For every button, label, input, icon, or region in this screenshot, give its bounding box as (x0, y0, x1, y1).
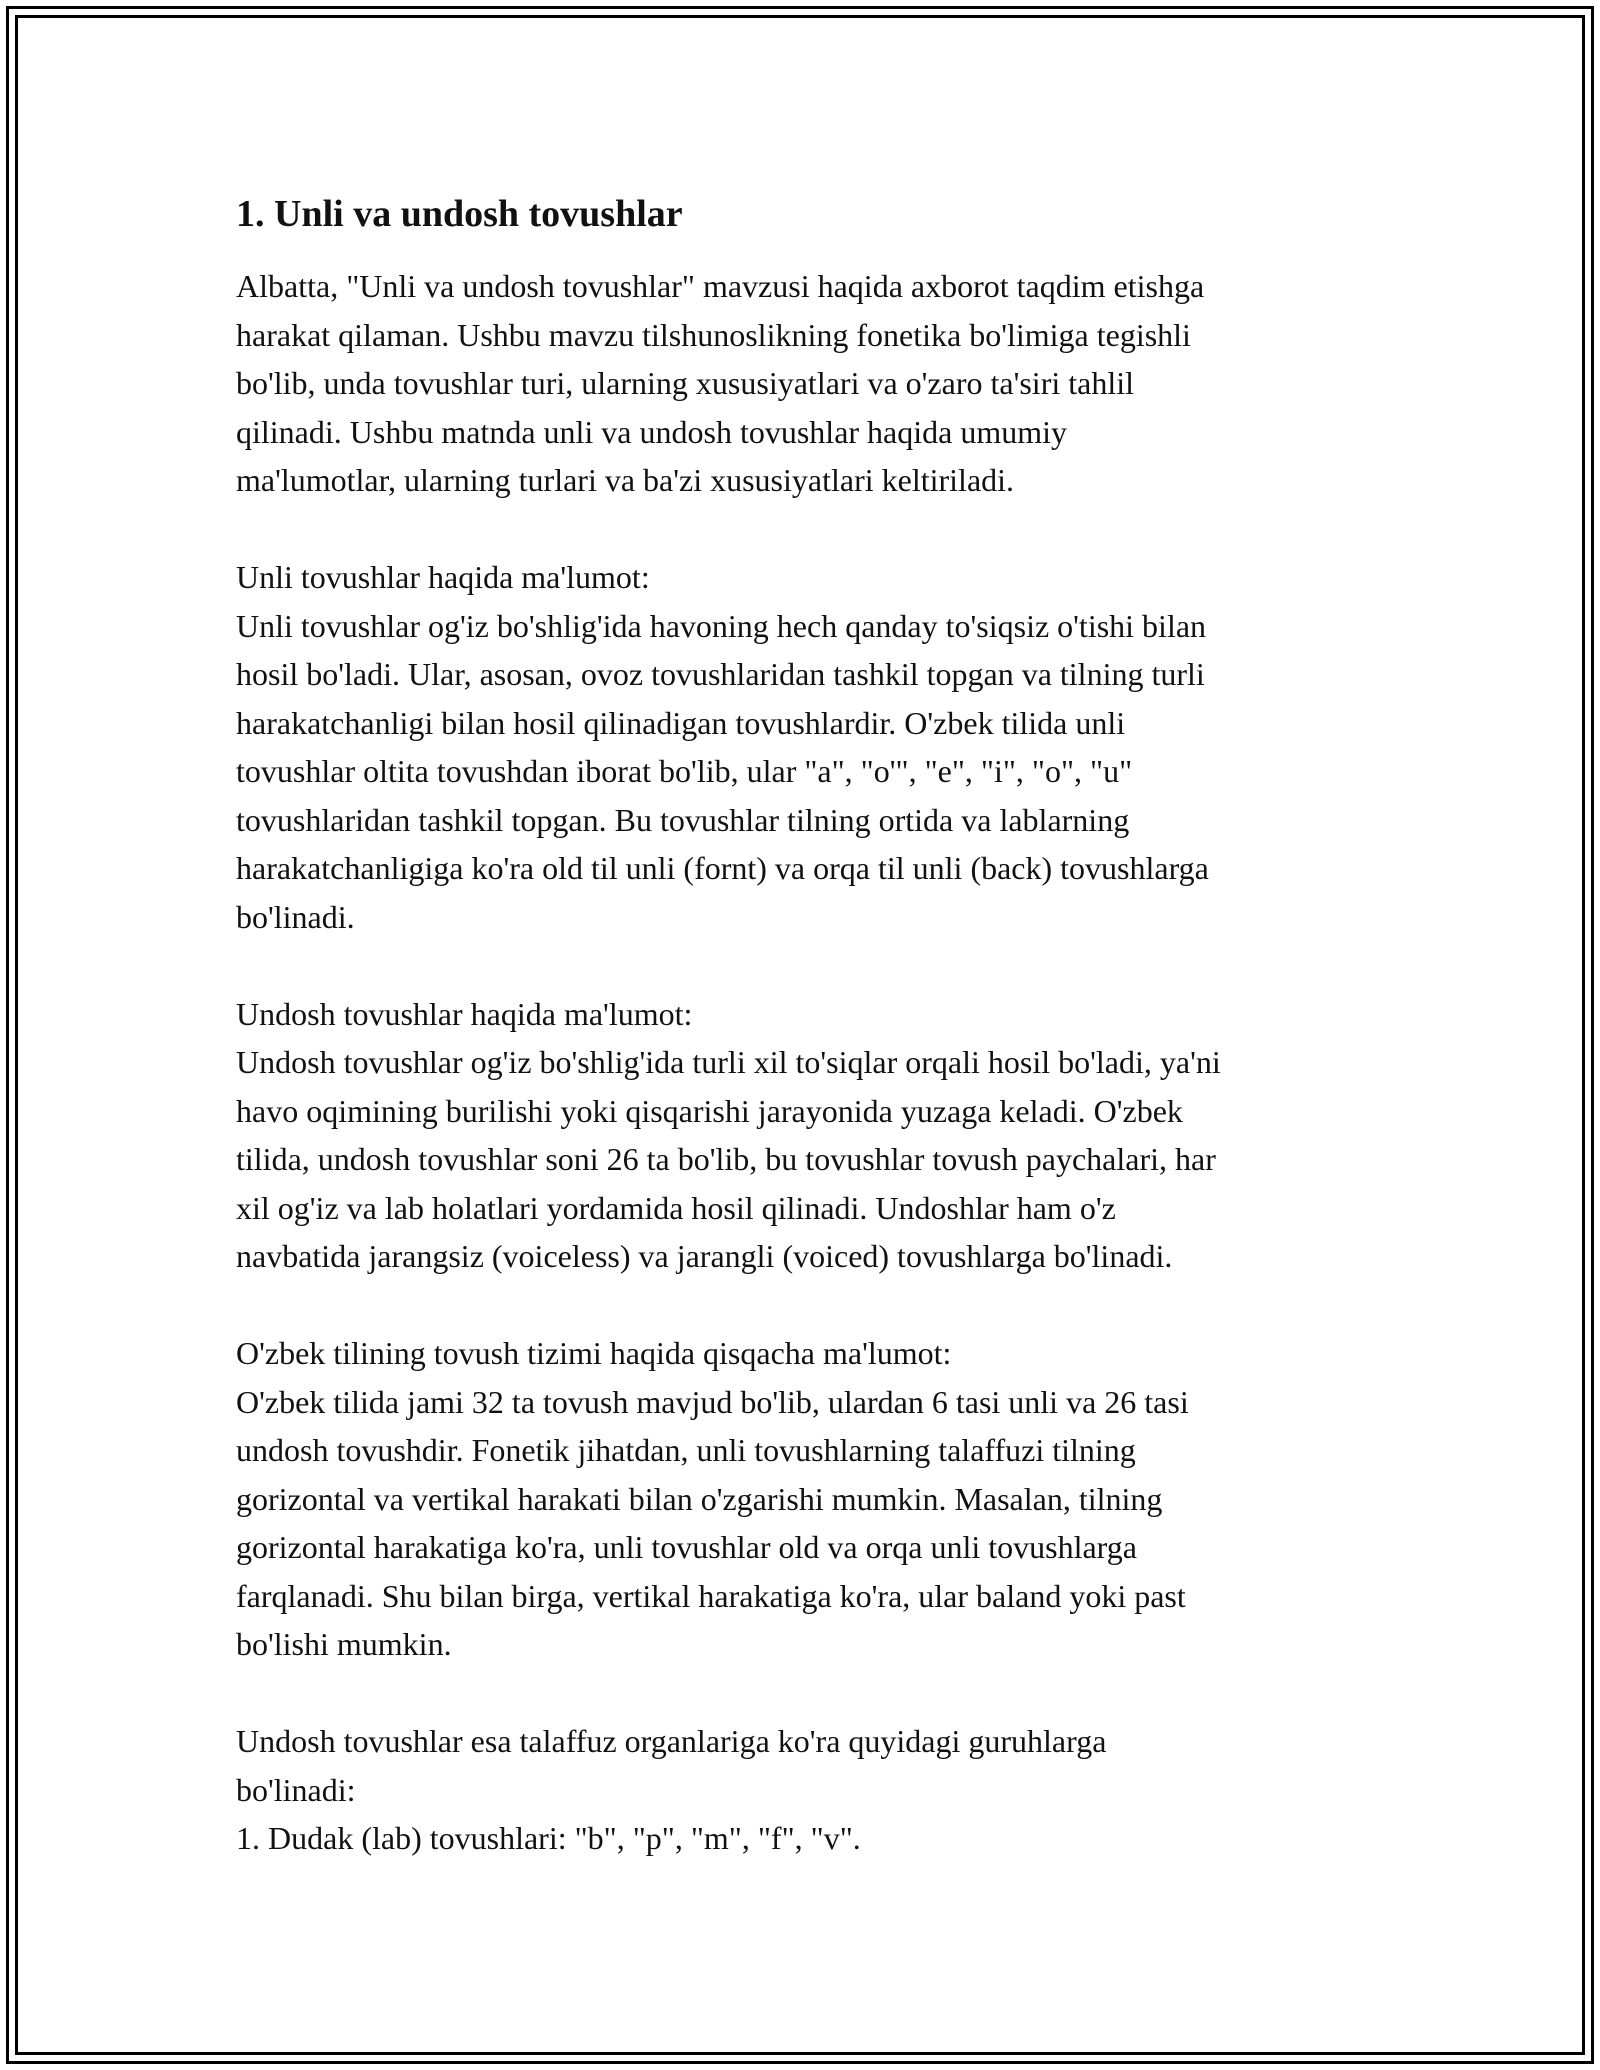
paragraph-consonants: Undosh tovushlar haqida ma'lumot: Undosh tovushlar og'iz bo'shlig'ida turli xil to'siqlar orqali hosil bo'ladi, ya'ni havo oqimining burilishi yoki qisqarishi jarayonida yuzaga keladi. O'zbek tilida, undosh tovushlar soni 26 ta bo'lib, bu tovushlar tovush paychalari, har xil og'iz va lab holatlari yordamida hosil qilinadi. Undoshlar ham o'z navbatida jarangsiz (voiceless) va jarangli (voiced) tovushlarga bo'linadi. (236, 995, 1221, 1274)
paragraph-intro: Albatta, "Unli va undosh tovushlar" mavzusi haqida axborot taqdim etishga harakat qilaman. Ushbu mavzu tilshunoslikning fonetika bo'limiga tegishli bo'lib, unda tovushlar turi, ularning xususiyatlari va o'zaro ta'siri tahlil qilinadi. Ushbu matnda unli va undosh tovushlar haqida umumiy ma'lumotlar, ularning turlari va ba'zi xususiyatlari keltiriladi. (236, 268, 1205, 498)
paragraph-sound-system: O'zbek tilining tovush tizimi haqida qisqacha ma'lumot: O'zbek tilida jami 32 ta tovush mavjud bo'lib, ulardan 6 tasi unli va 26 tasi undosh tovushdir. Fonetik jihatdan, unli tovushlarning talaffuzi tilning gorizontal va vertikal harakati bilan o'zgarishi mumkin. Masalan, tilning gorizontal harakatiga ko'ra, unli tovushlar old va orqa unli tovushlarga farqlanadi. Shu bilan birga, vertikal harakatiga ko'ra, ular baland yoki past bo'lishi mumkin. (236, 1335, 1189, 1662)
paragraph-consonant-groups: Undosh tovushlar esa talaffuz organlariga ko'ra quyidagi guruhlarga bo'linadi: 1. Dudak (lab) tovushlari: "b", "p", "m", "f", "v". (236, 1723, 1107, 1856)
document-body (236, 186, 1386, 1911)
paragraph-vowels: Unli tovushlar haqida ma'lumot: Unli tovushlar og'iz bo'shlig'ida havoning hech qanday to'siqsiz o'tishi bilan hosil bo'ladi. Ular, asosan, ovoz tovushlaridan tashkil topgan va tilning turli harakatchanligi bilan hosil qilinadigan tovushlardir. O'zbek tilida unli tovushlar oltita tovushdan iborat bo'lib, ular "a", "o'", "e", "i", "o", "u" tovushlaridan tashkil topgan. Bu tovushlar tilning ortida va lablarning harakatchanligiga ko'ra old til unli (fornt) va orqa til unli (back) tovushlarga bo'linadi. (236, 559, 1209, 935)
document-title: 1. Unli va undosh tovushlar (236, 193, 683, 235)
